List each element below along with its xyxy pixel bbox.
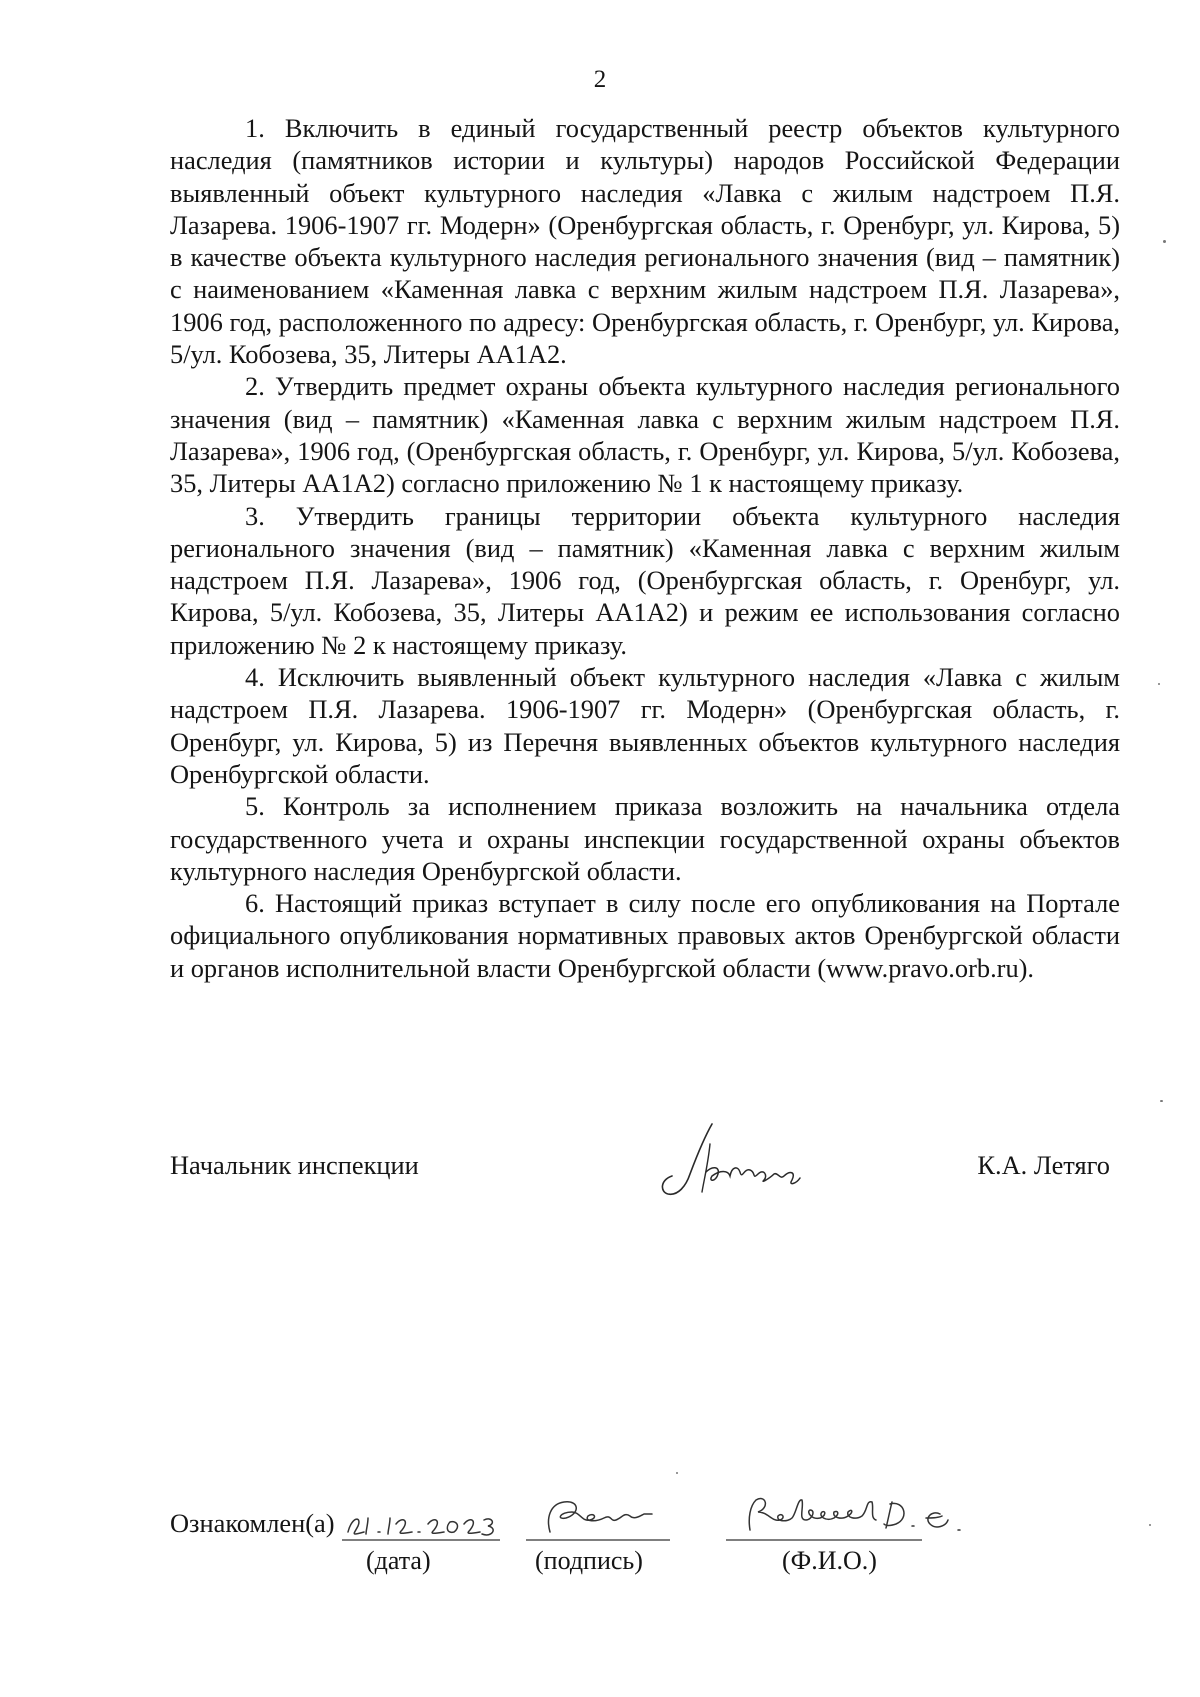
handwritten-acknowledgement-signature xyxy=(520,1492,680,1546)
date-caption: (дата) xyxy=(366,1546,431,1575)
scan-speck xyxy=(1160,1100,1163,1102)
paragraph-6: 6. Настоящий приказ вступает в силу после его опубликования на Портале официального опубликования нормативных правовых актов Оренбургской области и органов исполнительной власти Оренбургской области (www.pravo.orb.ru). xyxy=(170,888,1120,983)
paragraph-2: 2. Утвердить предмет охраны объекта культурного наследия регионального значения (вид – памятник) «Каменная лавка с верхним жилым надстроем П.Я. Лазарева», 1906 год, (Оренбургская область, г. Оренбург, ул. Кирова, 5/ул. Кобозева, 35, Литеры АА1А2) согласно приложению № 1 к настоящему приказу. xyxy=(170,371,1120,499)
signer-position: Начальник инспекции xyxy=(170,1150,419,1180)
document-body xyxy=(170,112,1120,984)
paragraph-3: 3. Утвердить границы территории объекта культурного наследия регионального значения (вид – памятник) «Каменная лавка с верхним жилым надстроем П.Я. Лазарева», 1906 год, (Оренбургская область, г. Оренбург, ул. Кирова, 5/ул. Кобозева, 35, Литеры АА1А2) и режим ее использования согласно приложению № 2 к настоящему приказу. xyxy=(170,500,1120,660)
signature-caption: (подпись) xyxy=(535,1546,643,1575)
scan-speck xyxy=(1158,683,1160,685)
signer-name: К.А. Летяго xyxy=(977,1150,1110,1180)
scan-speck xyxy=(1163,240,1166,243)
page-number: 2 xyxy=(593,66,607,93)
paragraph-1: 1. Включить в единый государственный реестр объектов культурного наследия (памятников истории и культуры) народов Российской Федерации выявленный объект культурного наследия «Лавка с жилым надстроем П.Я. Лазарева. 1906-1907 гг. Модерн» (Оренбургская область, г. Оренбург, ул. Кирова, 5) в качестве объекта культурного наследия регионального значения (вид – памятник) с наименованием «Каменная лавка с верхним жилым надстроем П.Я. Лазарева», 1906 год, расположенного по адресу: Оренбургская область, г. Оренбург, ул. Кирова, 5/ул. Кобозева, 35, Литеры АА1А2. xyxy=(170,113,1120,370)
handwritten-date xyxy=(342,1502,502,1546)
paragraph-5: 5. Контроль за исполнением приказа возложить на начальника отдела государственного учета и охраны инспекции государственной охраны объектов культурного наследия Оренбургской области. xyxy=(170,791,1120,886)
acknowledgement-block xyxy=(170,1508,1120,1598)
scan-speck xyxy=(1149,1524,1151,1526)
signature-block xyxy=(170,1150,1120,1210)
scan-speck xyxy=(676,1472,678,1474)
acknowledged-label: Ознакомлен(а) xyxy=(170,1508,335,1538)
handwritten-signature xyxy=(650,1114,840,1204)
name-caption: (Ф.И.О.) xyxy=(782,1546,877,1575)
handwritten-name xyxy=(726,1488,986,1546)
paragraph-4: 4. Исключить выявленный объект культурного наследия «Лавка с жилым надстроем П.Я. Лазарева. 1906-1907 гг. Модерн» (Оренбургская область, г. Оренбург, ул. Кирова, 5) из Перечня выявленных объектов культурного наследия Оренбургской области. xyxy=(170,662,1120,789)
